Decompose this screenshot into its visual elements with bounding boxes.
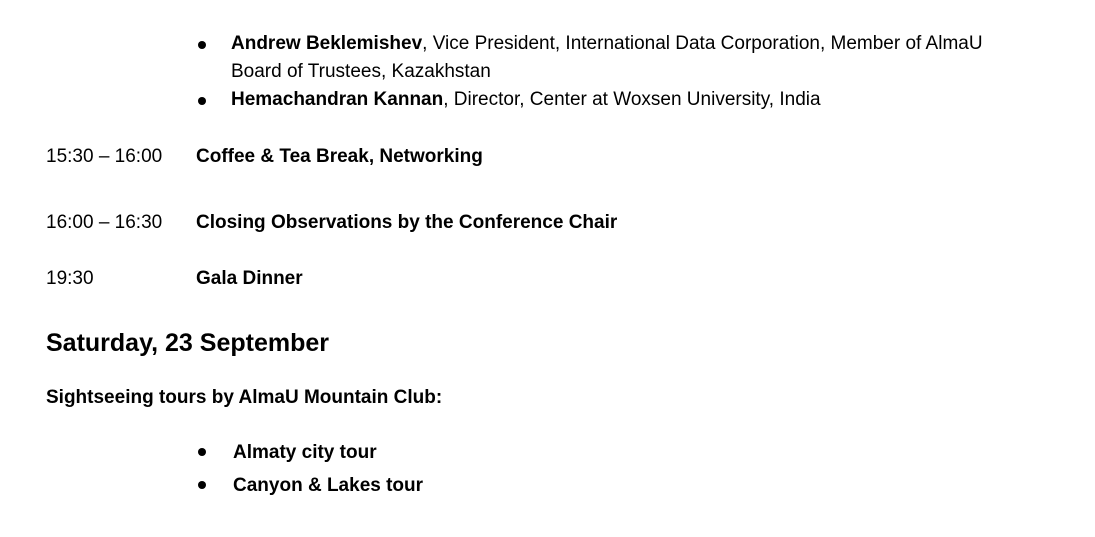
bullet-icon — [198, 97, 206, 105]
agenda-item: Coffee & Tea Break, Networking — [196, 146, 483, 167]
speaker-name: Andrew Beklemishev — [231, 33, 423, 54]
speaker-item — [198, 86, 1018, 114]
tours-list — [198, 436, 423, 502]
agenda-item: Closing Observations by the Conference Chair — [196, 212, 618, 233]
tour-label: Canyon & Lakes tour — [233, 475, 424, 496]
bullet-icon — [198, 448, 206, 456]
tours-intro: Sightseeing tours by AlmaU Mountain Club: — [46, 387, 443, 408]
speaker-list — [198, 30, 1018, 114]
tour-label: Almaty city tour — [233, 442, 377, 463]
agenda-row — [46, 211, 617, 235]
agenda-row — [46, 267, 303, 291]
speaker-name: Hemachandran Kannan — [231, 89, 444, 110]
speaker-item — [198, 30, 1018, 86]
agenda-row — [46, 145, 483, 169]
tour-item — [198, 469, 423, 502]
bullet-icon — [198, 41, 206, 49]
speaker-description: , Director, Center at Woxsen University, India — [443, 89, 821, 110]
speaker-description: , Vice President, International Data Corporation, Member of AlmaU Board of Trustees, Kazakhstan — [231, 33, 983, 82]
day-heading: Saturday, 23 September — [46, 329, 329, 357]
agenda-time: 15:30 – 16:00 — [46, 146, 163, 167]
bullet-icon — [198, 481, 206, 489]
tour-item — [198, 436, 423, 469]
agenda-time: 19:30 — [46, 268, 94, 289]
agenda-item: Gala Dinner — [196, 268, 303, 289]
agenda-time: 16:00 – 16:30 — [46, 212, 163, 233]
